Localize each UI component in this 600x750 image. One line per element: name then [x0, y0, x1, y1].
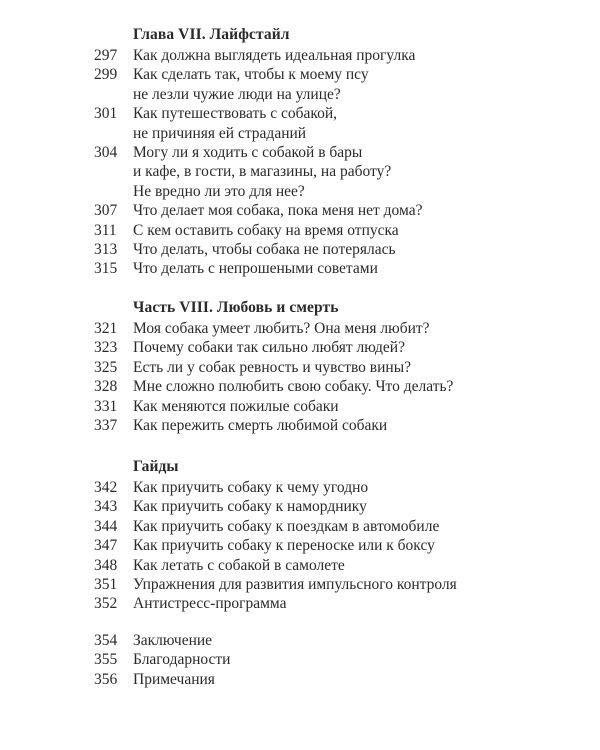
section-title: Гайды — [133, 458, 179, 475]
entry-title-line: и кафе, в гости, в магазины, на работу? — [133, 163, 392, 181]
section-title: Часть VIII. Любовь и смерть — [133, 299, 339, 316]
entry-title-line: Как приучить собаку к поездкам в автомобиле — [133, 517, 440, 535]
entry-title-line: Как приучить собаку к чему угодно — [133, 479, 369, 496]
entry-title-line: Почему собаки так сильно любят людей? — [133, 339, 405, 357]
section-title: Глава VII. Лайфстайл — [133, 26, 290, 43]
entry-title-line: Что делает моя собака, пока меня нет дома? — [133, 202, 423, 220]
page-number: 304 — [94, 144, 118, 161]
page-number: 313 — [94, 241, 118, 258]
page-number: 328 — [94, 378, 118, 396]
page-number: 354 — [94, 632, 118, 649]
page-number: 299 — [94, 66, 118, 84]
page-number: 352 — [94, 595, 118, 613]
entry-title-line: Благодарности — [133, 651, 231, 669]
entry-title-line: Как пережить смерть любимой собаки — [133, 417, 388, 434]
entry-title-line: Как летать с собакой в самолете — [133, 556, 345, 574]
entry-title-line: Упражнения для развития импульсного контроля — [133, 576, 457, 593]
page-number: 323 — [94, 339, 118, 357]
page-number: 297 — [94, 47, 118, 64]
entry-title-line: Как меняются пожилые собаки — [133, 397, 339, 415]
page-number: 307 — [94, 202, 118, 220]
entry-title-line: Как должна выглядеть идеальная прогулка — [133, 47, 416, 64]
entry-title-line: Могу ли я ходить с собакой в бары — [133, 144, 363, 161]
entry-title-line: Что делать, чтобы собака не потерялась — [133, 241, 396, 258]
entry-title-line: Моя собака умеет любить? Она меня любит? — [133, 320, 430, 337]
page-number: 325 — [94, 358, 118, 376]
page-number: 347 — [94, 537, 118, 555]
entry-title-line: Есть ли у собак ревность и чувство вины? — [133, 358, 412, 376]
entry-title-line: Мне сложно полюбить свою собаку. Что делать? — [133, 378, 454, 396]
page-number: 351 — [94, 576, 118, 593]
page-number: 321 — [94, 320, 118, 337]
entry-title-line: Примечания — [133, 670, 215, 688]
entry-title-line: Как приучить собаку к переноске или к боксу — [133, 537, 435, 555]
entry-title-line: Что делать с непрошеными советами — [133, 260, 378, 278]
entry-title-line: Как путешествовать с собакой, — [133, 105, 338, 123]
entry-title-line: не причиняя ей страданий — [133, 124, 307, 142]
page-number: 356 — [94, 670, 118, 688]
entry-title-line: Как сделать так, чтобы к моему псу — [133, 66, 369, 84]
page-number: 311 — [94, 221, 117, 239]
page-number: 348 — [94, 556, 118, 574]
entry-title-line: Не вредно ли это для нее? — [133, 182, 305, 200]
entry-title-line: не лезли чужие люди на улице? — [133, 85, 341, 103]
entry-title-line: С кем оставить собаку на время отпуска — [133, 221, 399, 239]
entry-title-line: Заключение — [133, 632, 213, 649]
page-number: 343 — [94, 498, 118, 516]
page-number: 337 — [94, 417, 118, 434]
page-number: 315 — [94, 260, 118, 278]
page-number: 331 — [94, 397, 118, 415]
page-number: 344 — [94, 517, 118, 535]
page-number: 342 — [94, 479, 118, 496]
entry-title-line: Антистресс-программа — [133, 595, 287, 613]
page-number: 355 — [94, 651, 118, 669]
page-number: 301 — [94, 105, 118, 123]
entry-title-line: Как приучить собаку к наморднику — [133, 498, 367, 516]
